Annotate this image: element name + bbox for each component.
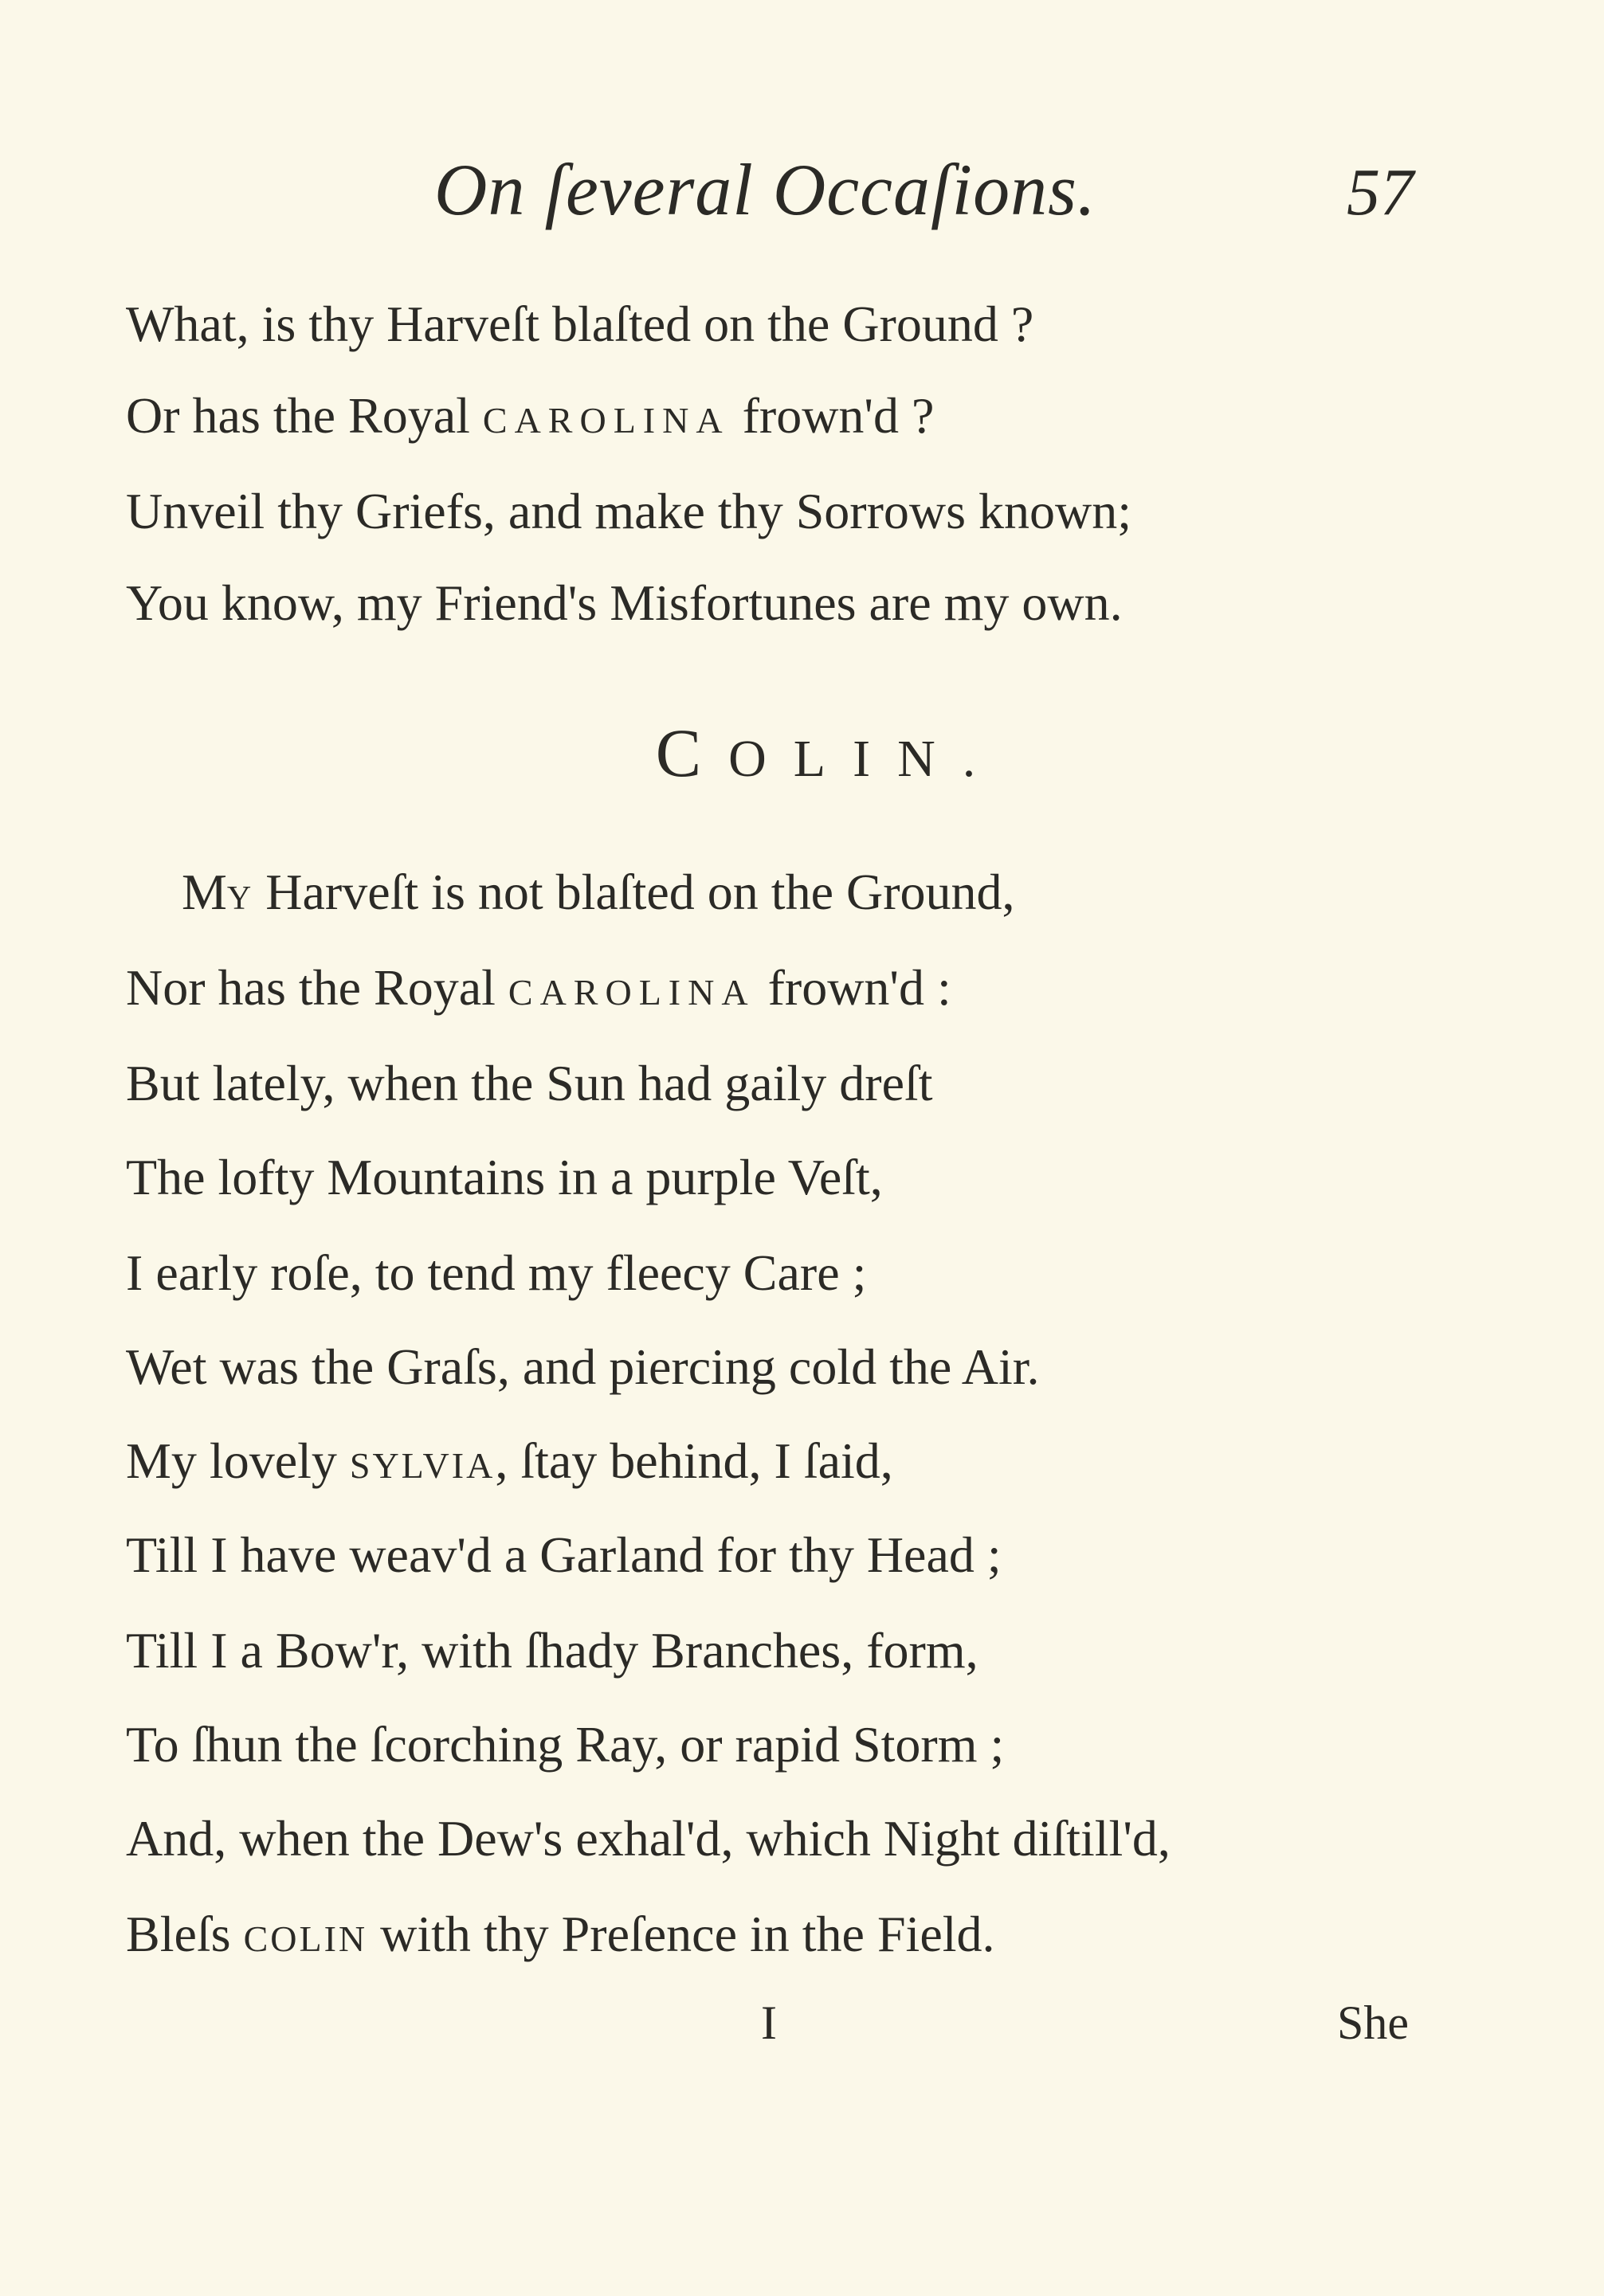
person-name: SYLVIA [349, 1445, 496, 1486]
speaker-heading: COLIN. [655, 715, 1003, 791]
verse-line: To ſhun the ſcorching Ray, or rapid Storm ; [126, 1716, 1005, 1773]
verse-line: Unveil thy Griefs, and make thy Sorrows known; [126, 483, 1132, 539]
verse-line: MY Harveſt is not blaſted on the Ground, [182, 864, 1015, 920]
verse-line: What, is thy Harveſt blaſted on the Ground ? [126, 296, 1034, 352]
verse-line: My lovely SYLVIA, ſtay behind, I ſaid, [126, 1432, 893, 1489]
verse-line: Or has the Royal CAROLINA frown'd ? [126, 387, 935, 444]
running-title: On ſeveral Occaſions. [434, 149, 1096, 230]
verse-line: Till I have weav'd a Garland for thy Head ; [126, 1526, 1002, 1583]
verse-line: And, when the Dew's exhal'd, which Night diſtill'd, [126, 1810, 1171, 1867]
verse-line: But lately, when the Sun had gaily dreſt [126, 1055, 933, 1111]
verse-line: Wet was the Graſs, and piercing cold the Air. [126, 1338, 1040, 1395]
verse-line: Nor has the Royal CAROLINA frown'd : [126, 959, 951, 1016]
verse-line: Bleſs COLIN with thy Preſence in the Field. [126, 1906, 995, 1962]
signature-mark: I [761, 1996, 777, 2049]
catchword: She [1337, 1996, 1409, 2049]
page-number: 57 [1347, 155, 1414, 229]
verse-line: The lofty Mountains in a purple Veſt, [126, 1149, 883, 1205]
verse-line: Till I a Bow'r, with ſhady Branches, form, [126, 1622, 978, 1679]
person-name: CAROLINA [508, 972, 755, 1013]
verse-line: You know, my Friend's Misfortunes are my own. [126, 574, 1123, 631]
person-name: COLIN [243, 1918, 368, 1959]
verse-line: I early roſe, to tend my fleecy Care ; [126, 1244, 867, 1301]
page-header [0, 139, 1604, 251]
person-name: CAROLINA [482, 400, 730, 441]
